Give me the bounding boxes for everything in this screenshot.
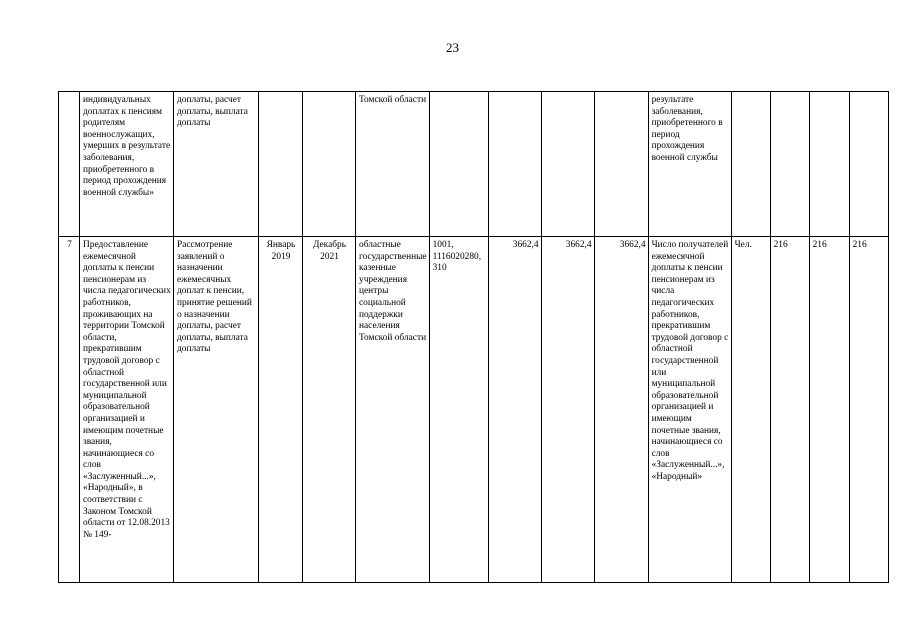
table-row	[59, 92, 889, 237]
cell-unit	[731, 92, 770, 237]
cell-start-date: Январь 2019	[259, 237, 303, 583]
cell-amount-3: 3662,4	[594, 237, 648, 583]
cell-value-1: 216	[770, 237, 809, 583]
cell-actions: Рассмотрение заявлений о назначении ежемесячных доплат к пенсии, принятие решений о назначении доплаты, расчет доплаты, выплата доплаты	[174, 237, 259, 583]
cell-amount-2	[541, 92, 594, 237]
table-row	[59, 237, 889, 583]
cell-value-1	[770, 92, 809, 237]
cell-indicator: результате заболевания, приобретенного в период прохождения военной службы	[648, 92, 731, 237]
cell-end-date	[303, 92, 356, 237]
cell-amount-2: 3662,4	[541, 237, 594, 583]
cell-indicator: Число получателей ежемесячной доплаты к пенсии пенсионерам из числа педагогических работников, прекратившим трудовой договор с областной государственной или муниципальной образовательной организацией и имеющим почетные звания, начинающиеся со слов «Заслуженный...», «Народный»	[648, 237, 731, 583]
cell-value-3: 216	[849, 237, 888, 583]
cell-actions: доплаты, расчет доплаты, выплата доплаты	[174, 92, 259, 237]
cell-budget-code: 1001, 1116020280, 310	[429, 237, 488, 583]
cell-executor: Томской области	[356, 92, 430, 237]
cell-value-2	[809, 92, 849, 237]
cell-number: 7	[59, 237, 80, 583]
cell-executor: областные государственные казенные учреждения центры социальной поддержки населения Томской области	[356, 237, 430, 583]
cell-end-date: Декабрь 2021	[303, 237, 356, 583]
cell-value-2: 216	[809, 237, 849, 583]
program-table	[58, 91, 889, 583]
cell-unit: Чел.	[731, 237, 770, 583]
cell-amount-1: 3662,4	[488, 237, 541, 583]
cell-amount-3	[594, 92, 648, 237]
cell-budget-code	[429, 92, 488, 237]
cell-measure-name: Предоставление ежемесячной доплаты к пенсии пенсионерам из числа педагогических работников, проживающих на территории Томской области, прекратившим трудовой договор с областной государственной или муниципальной образовательной организацией и имеющим почетные звания, начинающиеся со слов «Заслуженный...», «Народный», в соответствии с Законом Томской области от 12.08.2013 № 149-	[80, 237, 174, 583]
cell-value-3	[849, 92, 888, 237]
cell-amount-1	[488, 92, 541, 237]
cell-number	[59, 92, 80, 237]
cell-measure-name: индивидуальных доплатах к пенсиям родителям военнослужащих, умерших в результате заболевания, приобретенного в период прохождения военной службы»	[80, 92, 174, 237]
page-number: 23	[446, 40, 459, 55]
cell-start-date	[259, 92, 303, 237]
